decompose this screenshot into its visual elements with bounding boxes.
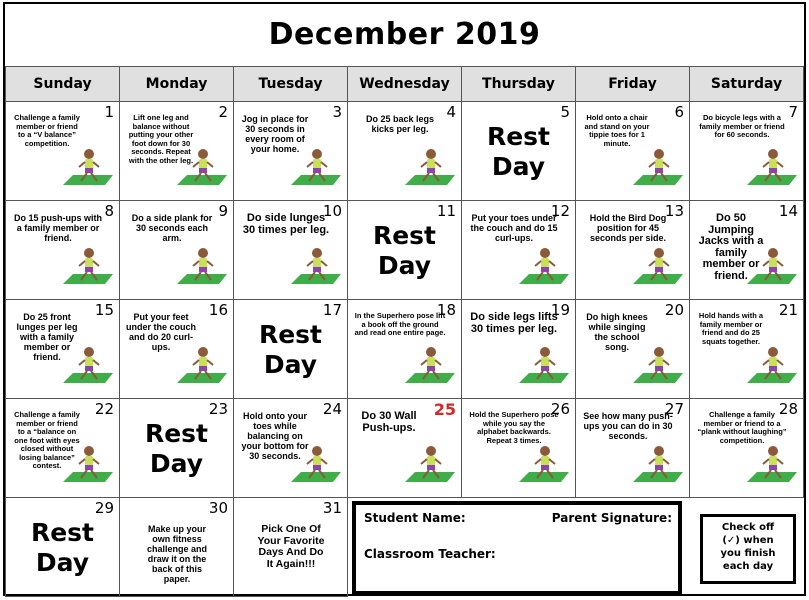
day-number: 12 <box>550 202 570 220</box>
weekday-thursday: Thursday <box>462 67 576 102</box>
activity-text: Do 30 Wall Push-ups. <box>361 410 417 434</box>
day-number: 13 <box>664 202 684 220</box>
exercise-illustration <box>59 244 115 295</box>
activity-text: Make up your own fitness challenge and draw it on the back of this paper. <box>146 524 208 584</box>
calendar-title: December 2019 <box>268 16 541 52</box>
day-number: 15 <box>94 301 114 319</box>
exercise-illustration <box>173 343 229 394</box>
rest-day-label: Rest Day <box>258 320 323 379</box>
checkoff-line: each day <box>722 561 774 572</box>
day-cell <box>348 201 462 300</box>
exercise-illustration <box>629 343 685 394</box>
day-number: 26 <box>550 400 570 418</box>
classroom-teacher-label: Classroom Teacher: <box>364 547 496 561</box>
activity-text: Hold onto your toes while balancing on your bottom for 30 seconds. <box>241 411 309 461</box>
activity-text: Hold onto a chair and stand on your tippie toes for 1 minute. <box>584 113 650 148</box>
rest-day-label: Rest Day <box>30 518 95 577</box>
activity-text: Do a side plank for 30 seconds each arm. <box>131 213 213 243</box>
exercise-illustration <box>59 145 115 196</box>
weekday-wednesday: Wednesday <box>348 67 462 102</box>
activity-text: In the Superhero pose lift a book off the ground and read one entire page. <box>354 311 446 337</box>
day-cell <box>690 201 804 300</box>
exercise-illustration <box>743 343 799 394</box>
exercise-illustration <box>515 442 571 493</box>
exercise-illustration <box>173 244 229 295</box>
day-cell <box>462 300 576 399</box>
exercise-illustration <box>743 442 799 493</box>
activity-text: Challenge a family member or friend to a “plank without laughing” competition. <box>697 410 787 445</box>
exercise-illustration <box>515 244 571 295</box>
weekday-monday: Monday <box>120 67 234 102</box>
day-cell <box>234 300 348 399</box>
day-cell <box>690 399 804 498</box>
checkoff-line: (✓) when <box>722 535 774 546</box>
checkoff-line: you finish <box>720 548 776 559</box>
activity-text: Do 25 back legs kicks per leg. <box>365 114 435 134</box>
day-cell <box>234 399 348 498</box>
day-number: 1 <box>104 103 114 121</box>
signature-box <box>352 501 682 595</box>
week-row <box>6 102 804 201</box>
day-number: 8 <box>104 202 114 220</box>
activity-text: Challenge a family member or friend to a “balance on one foot with eyes closed without losing balance” contest. <box>14 410 80 470</box>
day-cell <box>576 201 690 300</box>
day-number: 30 <box>208 499 228 517</box>
day-cell <box>348 102 462 201</box>
activity-text: Do side lunges 30 times per leg. <box>242 212 330 236</box>
day-cell <box>462 201 576 300</box>
exercise-illustration <box>173 145 229 196</box>
day-number: 14 <box>778 202 798 220</box>
activity-text: Put your toes under the couch and do 15 curl-ups. <box>470 213 558 243</box>
week-row <box>6 201 804 300</box>
day-number: 2 <box>218 103 228 121</box>
day-number: 25 <box>433 400 456 419</box>
exercise-illustration <box>287 442 343 493</box>
day-number: 28 <box>778 400 798 418</box>
exercise-illustration <box>401 145 457 196</box>
activity-text: Hold the Bird Dog position for 45 seconds per side. <box>589 213 667 243</box>
week-row <box>6 300 804 399</box>
activity-text: Put your feet under the couch and do 20 curl-ups. <box>126 312 197 352</box>
exercise-illustration <box>743 145 799 196</box>
exercise-illustration <box>59 343 115 394</box>
activity-text: Pick One Of Your Favorite Days And Do It Again!!! <box>257 523 325 570</box>
exercise-illustration <box>401 343 457 394</box>
day-number: 29 <box>94 499 114 517</box>
weekday-friday: Friday <box>576 67 690 102</box>
day-cell <box>6 498 120 597</box>
rest-day-label: Rest Day <box>486 122 551 181</box>
day-number: 31 <box>322 499 342 517</box>
exercise-illustration <box>59 442 115 493</box>
exercise-illustration <box>629 442 685 493</box>
day-number: 23 <box>208 400 228 418</box>
day-cell <box>348 300 462 399</box>
calendar-page <box>3 2 806 596</box>
day-number: 17 <box>322 301 342 319</box>
day-number: 16 <box>208 301 228 319</box>
activity-text: See how many push-ups you can do in 30 seconds. <box>583 411 673 441</box>
day-cell <box>120 498 234 597</box>
day-cell <box>234 102 348 201</box>
day-cell <box>690 102 804 201</box>
rest-day-label: Rest Day <box>372 221 437 280</box>
day-number: 19 <box>550 301 570 319</box>
exercise-illustration <box>515 343 571 394</box>
weekday-saturday: Saturday <box>690 67 804 102</box>
activity-text: Do 15 push-ups with a family member or friend. <box>13 213 102 243</box>
day-cell <box>348 399 462 498</box>
day-number: 7 <box>788 103 798 121</box>
day-cell <box>234 201 348 300</box>
weekday-header-row <box>6 67 804 102</box>
activity-text: Lift one leg and balance without putting your other foot down for 30 seconds. Repeat with the other leg. <box>128 113 194 165</box>
day-number: 11 <box>436 202 456 220</box>
day-cell <box>462 399 576 498</box>
activity-text: Do 25 front lunges per leg with a family member or friend. <box>16 312 78 362</box>
day-number: 9 <box>218 202 228 220</box>
rest-day-label: Rest Day <box>144 419 209 478</box>
exercise-illustration <box>401 442 457 493</box>
student-name-label: Student Name: <box>364 511 466 525</box>
day-cell <box>462 102 576 201</box>
activity-text: Hold the Superhero pose while you say the alphabet backwards. Repeat 3 times. <box>469 410 559 445</box>
weekday-tuesday: Tuesday <box>234 67 348 102</box>
activity-text: Do 50 Jumping Jacks with a family member or friend. <box>698 212 764 282</box>
checkoff-instructions <box>700 514 796 584</box>
day-cell <box>6 102 120 201</box>
exercise-illustration <box>629 244 685 295</box>
day-number: 21 <box>778 301 798 319</box>
activity-text: Do high knees while singing the school song. <box>586 312 648 352</box>
day-number: 10 <box>322 202 342 220</box>
day-number: 24 <box>322 400 342 418</box>
day-cell <box>234 498 348 597</box>
day-cell <box>120 300 234 399</box>
week-row <box>6 399 804 498</box>
weekday-sunday: Sunday <box>6 67 120 102</box>
checkoff-line: Check off <box>721 522 775 533</box>
day-number: 4 <box>446 103 456 121</box>
activity-text: Do bicycle legs with a family member or friend for 60 seconds. <box>699 113 785 139</box>
day-number: 22 <box>94 400 114 418</box>
day-cell <box>120 201 234 300</box>
day-cell <box>576 102 690 201</box>
day-number: 18 <box>436 301 456 319</box>
activity-text: Challenge a family member or friend to a “V balance” competition. <box>14 113 80 148</box>
exercise-illustration <box>287 145 343 196</box>
day-cell <box>120 102 234 201</box>
day-cell <box>690 300 804 399</box>
day-cell <box>6 300 120 399</box>
day-cell <box>576 399 690 498</box>
day-number: 5 <box>560 103 570 121</box>
day-cell <box>6 201 120 300</box>
day-number: 3 <box>332 103 342 121</box>
day-cell <box>6 399 120 498</box>
day-cell <box>120 399 234 498</box>
day-number: 27 <box>664 400 684 418</box>
exercise-illustration <box>743 244 799 295</box>
day-number: 6 <box>674 103 684 121</box>
exercise-illustration <box>287 244 343 295</box>
activity-text: Do side legs lifts 30 times per leg. <box>470 311 558 335</box>
day-number: 20 <box>664 301 684 319</box>
activity-text: Hold hands with a family member or friend and do 25 squats together. <box>698 311 764 346</box>
parent-signature-label: Parent Signature: <box>551 511 672 525</box>
day-cell <box>576 300 690 399</box>
activity-text: Jog in place for 30 seconds in every room of your home. <box>241 114 309 154</box>
exercise-illustration <box>629 145 685 196</box>
